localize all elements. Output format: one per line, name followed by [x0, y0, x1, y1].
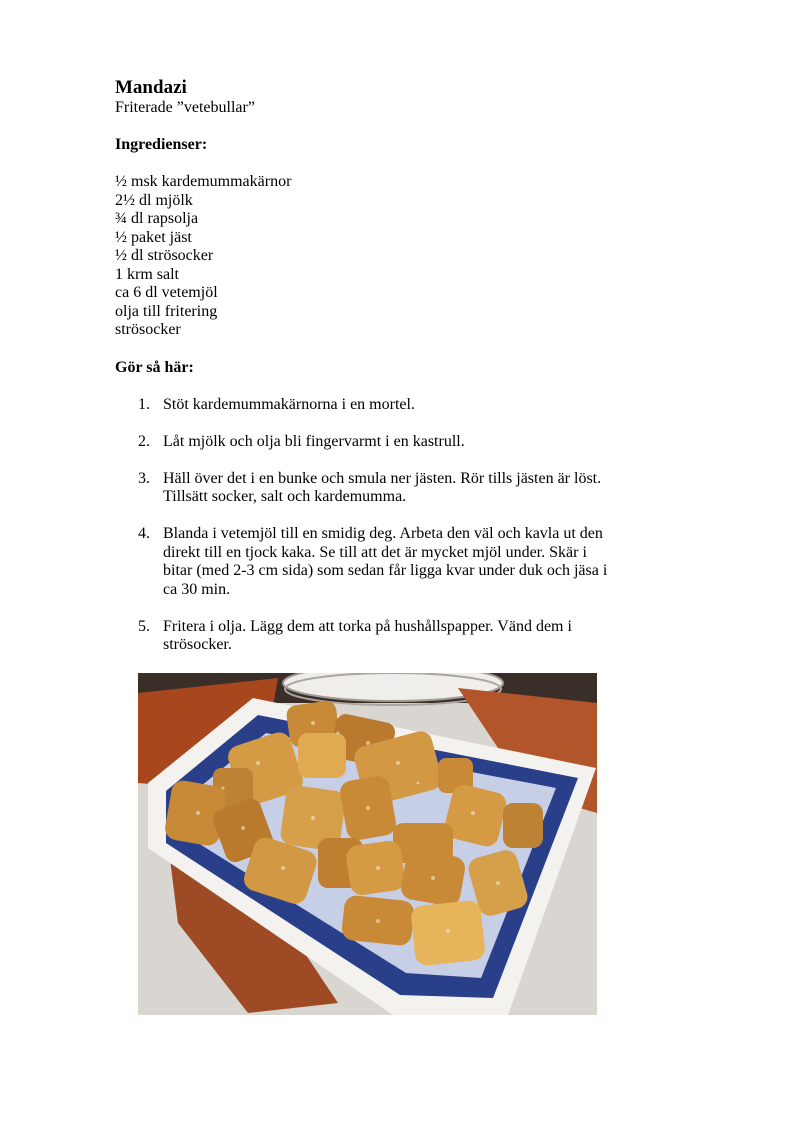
- ingredient-item: ½ paket jäst: [115, 228, 192, 246]
- step-item: [115, 470, 613, 507]
- steps-list: [115, 396, 715, 655]
- ingredient-item: strösocker: [115, 321, 181, 338]
- step-number: 5.: [138, 617, 150, 635]
- ingredient-item: ½ msk kardemummakärnor: [115, 173, 292, 190]
- ingredients-heading: Ingredienser:: [115, 136, 208, 153]
- ingredient-item: ½ dl strösocker: [115, 247, 214, 264]
- step-text: Häll över det i en bunke och smula ner jästen. Rör tills jästen är löst. Tillsätt socker, salt och kardemumma.: [163, 469, 602, 505]
- step-text: Stöt kardemummakärnorna i en mortel.: [163, 395, 415, 413]
- step-item: [115, 396, 613, 415]
- step-number: 1.: [138, 395, 150, 413]
- ingredient-item: 2½ dl mjölk: [115, 191, 193, 209]
- recipe-subtitle: Friterade ”vetebullar”: [115, 99, 255, 116]
- recipe-title: Mandazi: [115, 77, 187, 98]
- mandazi-photo-illustration: [138, 673, 597, 1015]
- steps-heading: Gör så här:: [115, 358, 194, 376]
- step-text: Blanda i vetemjöl till en smidig deg. Arbeta den väl och kavla ut den direkt till en tjock kaka. Se till att det är mycket mjöl under. Skär i bitar (med 2-3 cm sida) som sedan får ligga kvar under duk och jäsa i ca 30 min.: [163, 525, 608, 598]
- ingredient-item: ca 6 dl vetemjöl: [115, 284, 218, 301]
- mandazi-photo: [138, 673, 597, 1015]
- ingredient-item: 1 krm salt: [115, 265, 179, 283]
- step-text: Fritera i olja. Lägg dem att torka på hushållspapper. Vänd dem i strösocker.: [163, 617, 572, 653]
- step-number: 3.: [138, 469, 150, 487]
- step-text: Låt mjölk och olja bli fingervarmt i en kastrull.: [163, 432, 465, 450]
- step-number: 4.: [138, 525, 150, 542]
- step-number: 2.: [138, 432, 150, 450]
- ingredient-item: olja till fritering: [115, 302, 218, 320]
- step-item: [115, 618, 613, 655]
- ingredients-list: [115, 173, 715, 340]
- recipe-page: [115, 77, 715, 673]
- ingredient-item: ¾ dl rapsolja: [115, 210, 199, 227]
- step-item: [115, 525, 613, 599]
- step-item: [115, 433, 613, 452]
